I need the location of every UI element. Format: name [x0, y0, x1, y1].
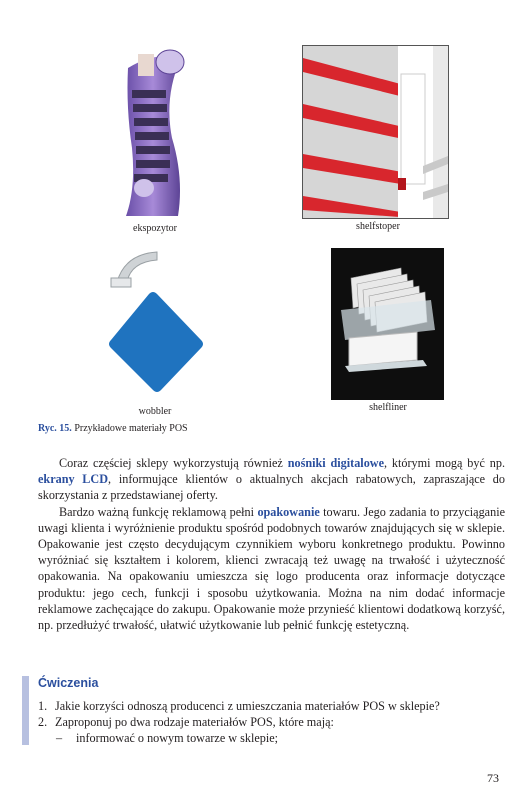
- exercise-subitem: [38, 730, 508, 746]
- paragraph-packaging: [38, 504, 505, 634]
- paragraph-digital: [38, 455, 505, 504]
- figure-caption-text: Przykładowe materiały POS: [71, 423, 188, 434]
- ekspozytor-image: [118, 48, 198, 218]
- shelfliner-label: shelfliner: [369, 402, 407, 413]
- exercise-item: [38, 714, 508, 730]
- exercise-dash: –: [56, 731, 63, 745]
- text-span: towaru. Jego zadania to przyciąganie uwagi klienta i wyróżnienie produktu spośród podobnych towarów znajdujących się w sklepie. Opakowanie jest często decydującym czynnikiem wyboru konkretnego produktu. Powinno wyróżniać się kształtem i kolorem, klienci zwracają też uwagę na trwałość i użyteczność opakowania. Na opakowaniu umieszcza się logo producenta oraz informacje dotyczące produktu: jego cech, funkcji i sposobu użytkowania. Można na nim dodać informacje reklamowe zachęcające do zakupu. Opakowanie może przynieść klientowi dodatkową korzyść, np. przedłużyć trwałość, ułatwić użytkowanie lub pełnić funkcję estetyczną.: [38, 504, 505, 633]
- exercise-number: 2.: [38, 715, 48, 729]
- figure-caption-label: Ryc. 15.: [38, 423, 72, 434]
- text-span: , informujące klientów o aktualnych akcjach rabatowych, zapraszające do skorzystania z przedstawianej oferty.: [38, 472, 505, 503]
- shelfstoper-image: [302, 45, 449, 219]
- exercises-accent-bar: [22, 676, 29, 745]
- text-span: Coraz częściej sklepy wykorzystują również: [59, 456, 288, 470]
- text-span: , którymi mogą być np.: [384, 456, 505, 470]
- wobbler-image: [105, 248, 210, 396]
- exercises-title: Ćwiczenia: [38, 676, 99, 690]
- keyword-packaging: opakowanie: [257, 504, 320, 519]
- text-span: Bardzo ważną funkcję reklamową pełni: [59, 504, 258, 519]
- body-text: [38, 455, 505, 633]
- ekspozytor-label: ekspozytor: [133, 223, 177, 234]
- exercise-text: Jakie korzyści odnoszą producenci z umieszczania materiałów POS w sklepie?: [55, 699, 440, 713]
- page-number: 73: [487, 771, 499, 785]
- wobbler-label: wobbler: [138, 406, 172, 417]
- shelfliner-image: [331, 248, 444, 400]
- figure-caption: [38, 423, 188, 434]
- exercise-subitem-text: informować o nowym towarze w sklepie;: [76, 731, 279, 745]
- exercise-item: [38, 698, 508, 714]
- keyword-digital-media: nośniki digitalowe: [287, 456, 384, 470]
- exercise-number: 1.: [38, 699, 48, 713]
- exercise-text: Zaproponuj po dwa rodzaje materiałów POS, które mają:: [55, 715, 334, 729]
- exercises-list: [38, 698, 508, 746]
- shelfstoper-label: shelfstoper: [356, 221, 400, 232]
- keyword-lcd-screens: ekrany LCD: [38, 472, 109, 487]
